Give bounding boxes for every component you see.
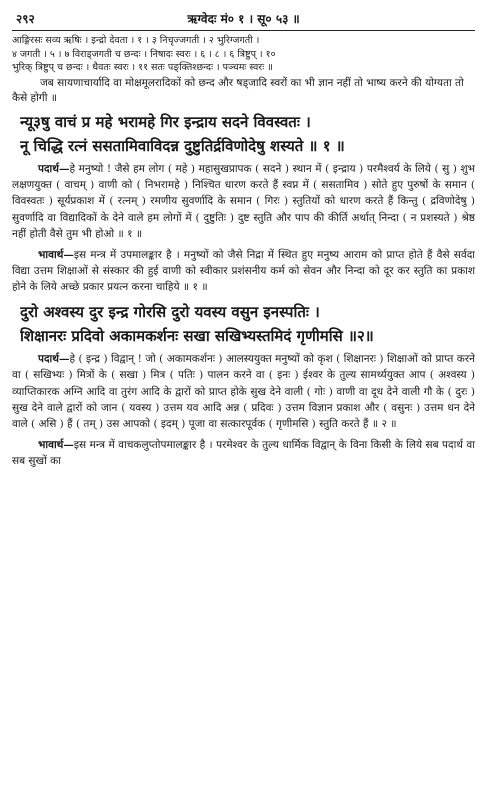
page-header [12, 6, 475, 28]
padartha-text: हे मनुष्यो ! जैसे हम लोग ( महे ) महासुखप्रापक ( सदने ) स्थान में ( इन्द्राय ) परमैश्वर्य के लिये ( सु ) शुभ लक्षणयुक्त ( वाचम् ) वाणी को ( निभरामहे ) निश्चित धारण करते हैं स्वप्न में ( ससतामिव ) सोते हुए पुरुषों के समान ( विवस्वतः ) सूर्यप्रकाश में ( रत्नम् ) रमणीय सुवर्णादि के समान ( गिरः ) स्तुतियों को धारण करते हैं किन्तु ( द्रविणोदेषु ) सुवर्णादि वा विद्यादिकों के देने वाले हम लोगों में ( दुष्टुतिः ) दुष्ट स्तुति और पाप की कीर्ति अर्थात् निन्दा ( न प्रशस्यते ) श्रेष्ठ नहीं होती वैसे तुम भी होओ ॥ १ ॥ [12, 162, 475, 241]
bhavartha-text: इस मन्त्र में उपमालङ्कार है । मनुष्यों को जैसे निद्रा में स्थित हुए मनुष्य आराम को प्राप्त होते हैं वैसे सर्वदा विद्या उत्तम शिक्षाओं से संस्कार की हुई वाणी को स्वीकार प्रशंसनीय कर्म को सेवन और निन्दा को दूर कर स्तुति का प्रकाश होने के लिये अच्छे प्रकार प्रयत्न करना चाहिये ॥ १ ॥ [12, 248, 475, 294]
padartha-label: पदार्थ— [38, 162, 70, 175]
bhavartha-1 [12, 247, 475, 296]
metadata-line: ४ जगती । ५ । ७ विराड्जगती च छन्दः । निषादः स्वरः । ६ । ८ । ६ त्रिष्टुप् । १० [12, 48, 276, 60]
editor-note: जब सायणाचार्यादि वा मोक्षमूलरादिकों को छन्द और षड्जादि स्वरों का भी ज्ञान नहीं तो भाष्य करने की योग्यता तो कैसे होगी ॥ [12, 76, 464, 104]
bhavartha-text: इस मन्त्र में वाचकलुप्तोपमालङ्कार है । परमेश्वर के तुल्य धार्मिक विद्वान् के विना किसी के लिये सब पदार्थ वा सब सुखों का [12, 438, 475, 468]
bhavartha-label: भावार्थ— [38, 248, 74, 261]
header-rule [12, 30, 475, 31]
metadata-line: भुरिक् त्रिष्टुप् च छन्दः । धैवतः स्वरः । ११ सतः पङ्क्तिश्छन्दः । पञ्चमः स्वरः ॥ [12, 62, 273, 73]
sukta-metadata [12, 34, 475, 75]
padartha-2 [12, 351, 475, 433]
page-number: २९२ [16, 12, 35, 26]
bhavartha-2 [12, 437, 475, 470]
running-title: ऋग्वेदः मं० १ । सू० ५३ ॥ [187, 12, 300, 26]
padartha-label: पदार्थ— [38, 352, 70, 365]
mantra-1-line-2: नू चिद्धि रत्नं ससतामिवाविदन्न दुष्टुतिर्द्रविणोदेषु शस्यते ॥ १ ॥ [20, 136, 345, 155]
mantra-2-line-1: दुरो अश्वस्य दुर इन्द्र गोरसि दुरो यवस्य वसुन इनस्पतिः । [20, 302, 320, 321]
padartha-1 [12, 161, 475, 243]
bhavartha-label: भावार्थ— [38, 438, 74, 451]
mantra-2-line-2: शिक्षानरः प्रदिवो अकामकर्शनः सखा सखिभ्यस्तमिदं गृणीमसि ॥२॥ [20, 326, 374, 345]
metadata-line: आङ्गिरसः सव्य ऋषिः । इन्द्रो देवता । १ । ३ निचृज्जगती । २ भुरिग्जगती । [12, 35, 260, 46]
padartha-text: हे ( इन्द्र ) विद्वान् ! जो ( अकामकर्शनः ) आलस्ययुक्त मनुष्यों को कृश ( शिक्षानरः ) शिक्षाओं को प्राप्त करने वा ( सखिभ्यः ) मित्रों के ( सखा ) मित्र ( पतिः ) पालन करने वा ( इनः ) ईश्वर के तुल्य सामर्थ्ययुक्त आप ( अश्वस्य ) व्याप्तिकारक अग्नि आदि वा तुरंग आदि के द्वारों को प्राप्त होके सुख देने वाली ( गोः ) वाणी वा दूध देने वाली गौ के ( दुरः ) सुख देने वाले द्वारों को जान ( यवस्य ) उत्तम यव आदि अन्न ( प्रदिवः ) उत्तम विज्ञान प्रकाश और ( वसुनः ) उत्तम धन देने वाले ( असि ) हैं ( तम् ) उस आपको ( इदम् ) पूजा वा सत्कारपूर्वक ( गृणीमसि ) स्तुति करते हैं ॥ २ ॥ [12, 352, 475, 431]
mantra-1-line-1: न्यू३षु वाचं प्र महे भरामहे गिर इन्द्राय सदने विवस्वतः । [20, 112, 311, 131]
